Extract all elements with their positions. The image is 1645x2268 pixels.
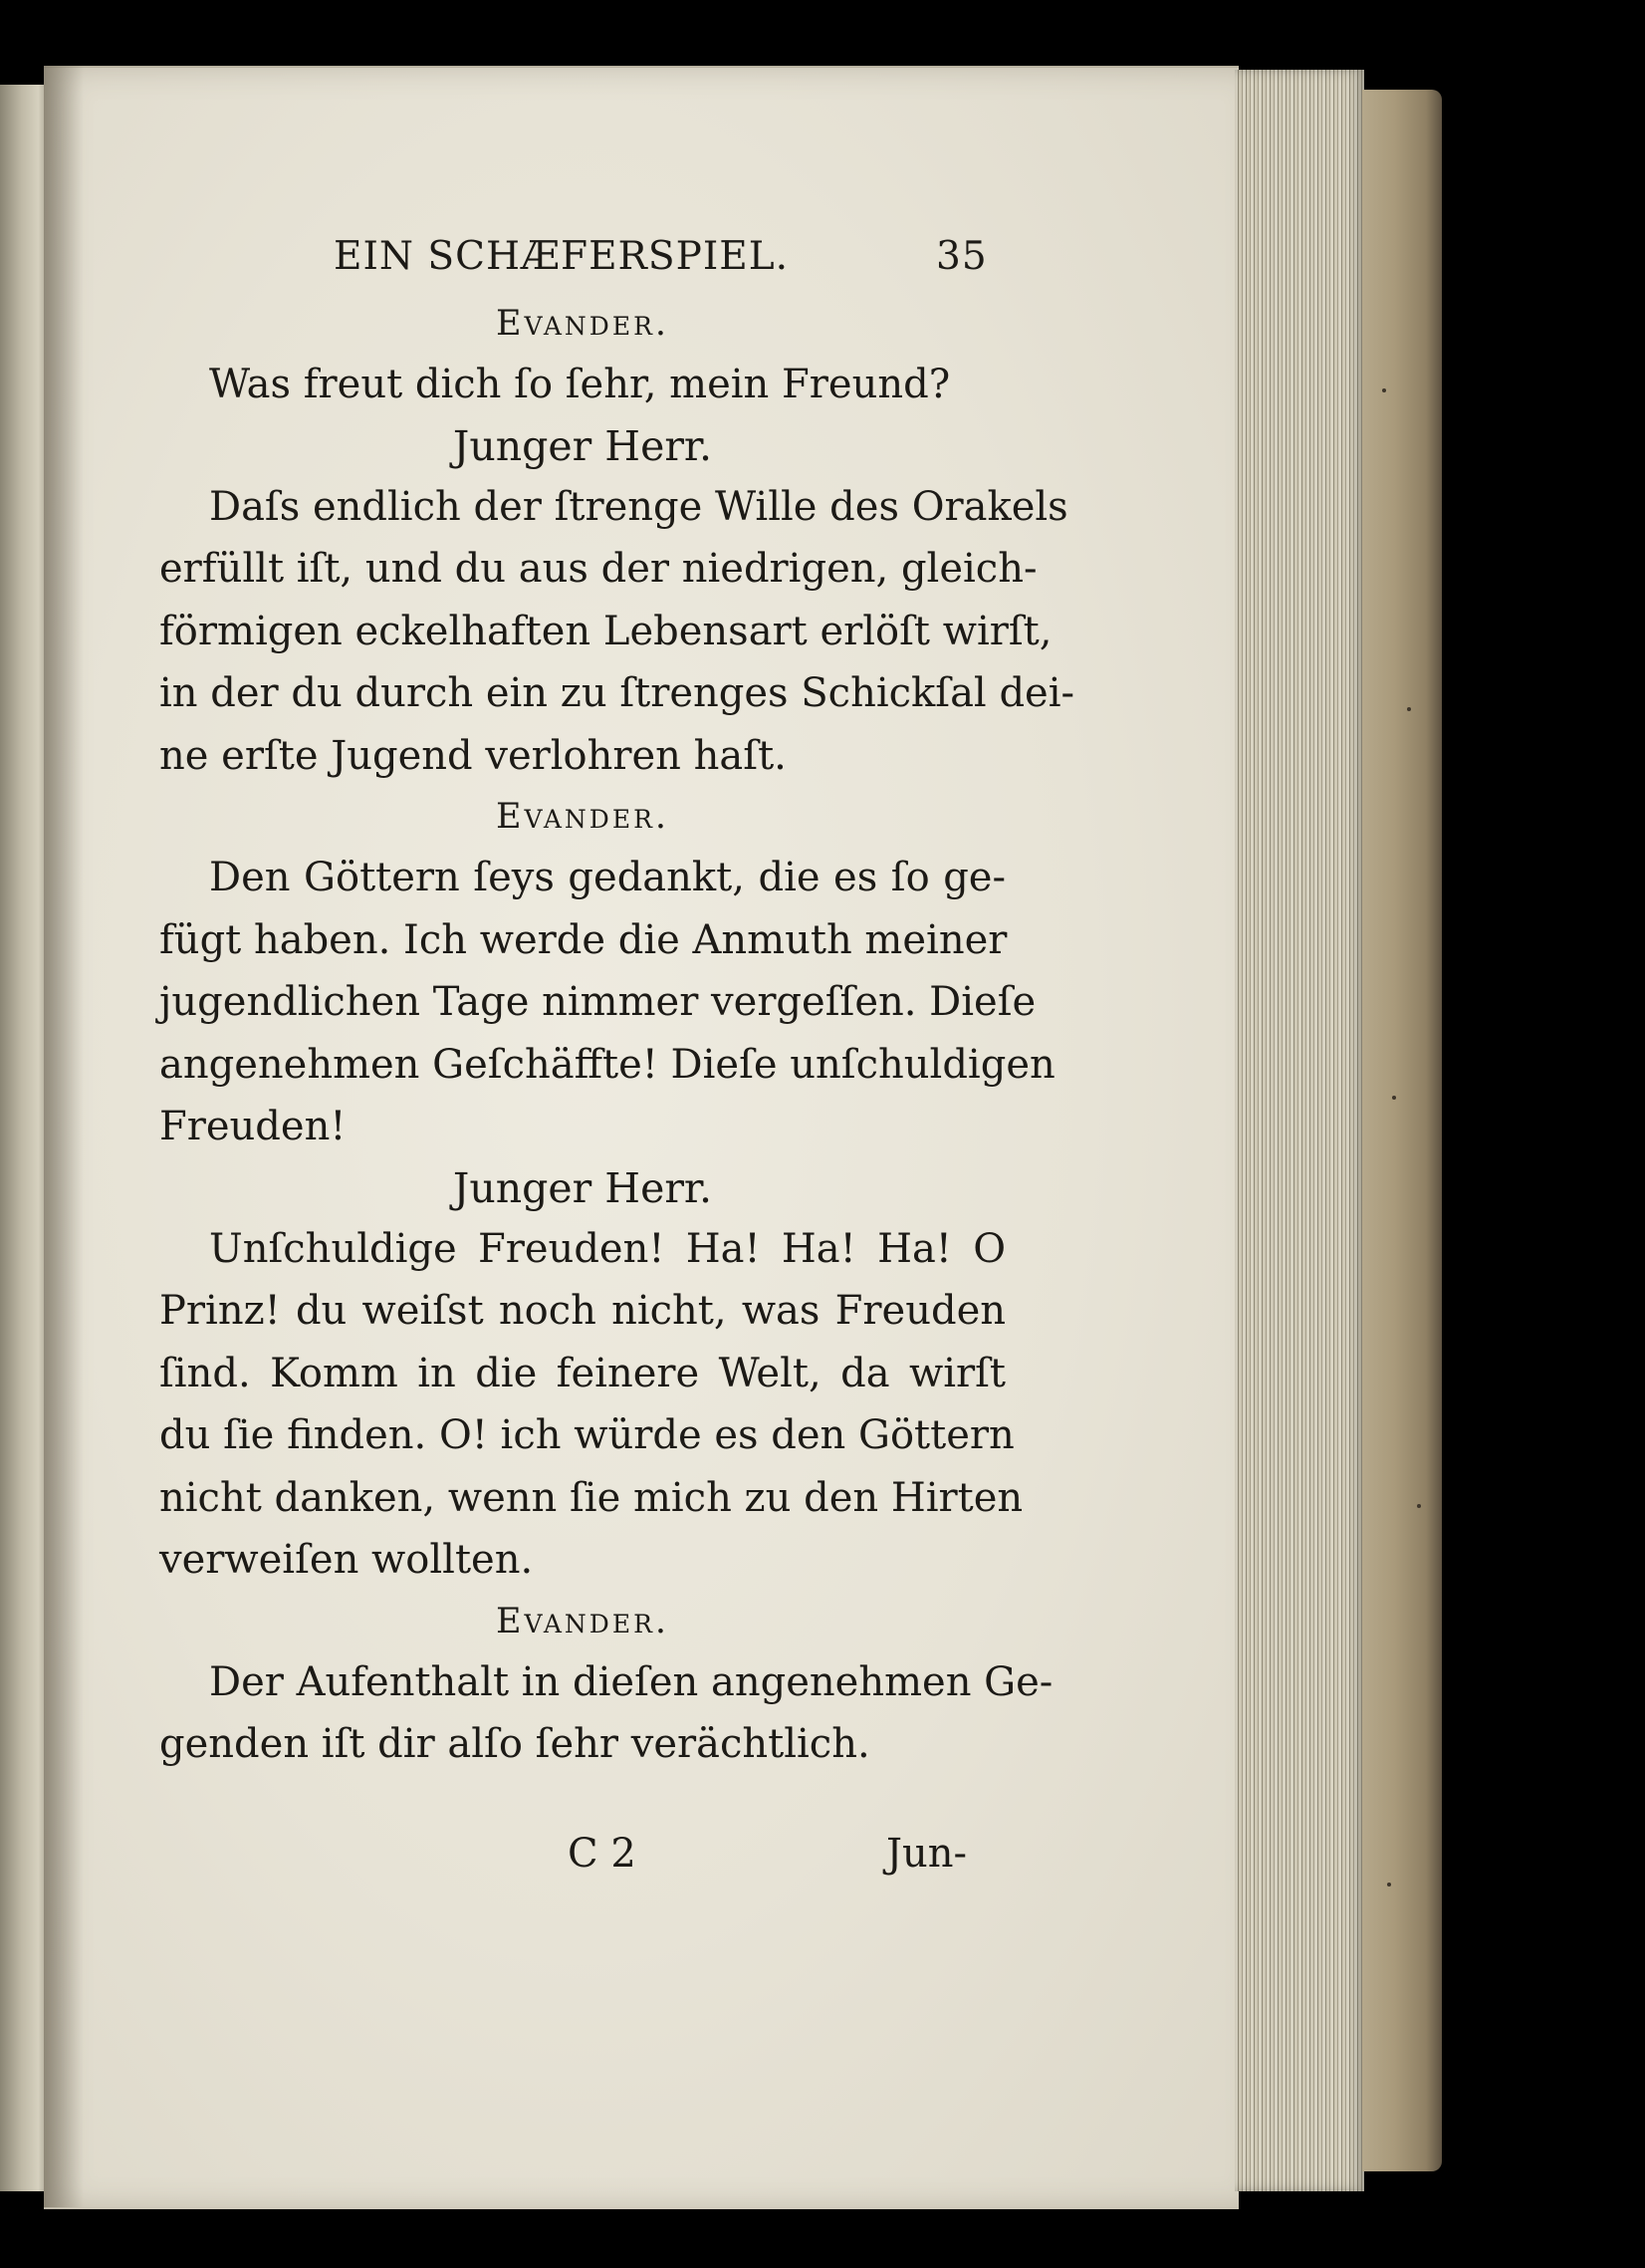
text-line: Freuden! — [159, 1104, 347, 1149]
text-line: nicht danken, wenn ſie mich zu den Hirten — [159, 1474, 1024, 1521]
text-line: Was freut dich ſo ſehr, mein Freund? — [209, 362, 951, 407]
text-line: förmigen eckelhaften Lebensart erlöſt wirſt, — [159, 608, 1053, 654]
page-header — [159, 224, 1006, 294]
speaker-name: Evander. — [495, 797, 670, 837]
cover-speck — [1407, 707, 1411, 711]
text-line: ſind. Komm in die feinere Welt, da wirſt — [159, 1350, 1006, 1396]
speech — [159, 354, 1006, 416]
text-line: Der Aufenthalt in dieſen angenehmen Ge- — [209, 1658, 1054, 1705]
signature-mark: C 2 — [568, 1830, 636, 1877]
page-footer — [159, 1831, 1006, 1910]
catchword: Jun- — [886, 1830, 968, 1877]
speech — [159, 847, 1056, 1158]
speech — [159, 1651, 1054, 1776]
text-line: in der du durch ein zu ſtrenges Schickſal dei- — [159, 670, 1075, 716]
cover-speck — [1387, 1883, 1391, 1887]
speaker-name: Junger Herr. — [452, 421, 713, 470]
text-line: du ſie finden. O! ich würde es den Göttern — [159, 1412, 1015, 1458]
text-line: Den Göttern ſeys gedankt, die es ſo ge- — [209, 855, 1006, 900]
text-line: verweiſen wollten. — [159, 1537, 534, 1583]
speech — [159, 1218, 1024, 1592]
cover-speck — [1392, 1096, 1396, 1100]
text-line: angenehmen Geſchäffte! Dieſe unſchuldigen — [159, 1041, 1056, 1088]
text-line: jugendlichen Tage nimmer vergeſſen. Dieſe — [159, 979, 1037, 1025]
text-line: erfüllt iſt, und du aus der niedrigen, gleich- — [159, 546, 1038, 592]
text-line: fügt haben. Ich werde die Anmuth meiner — [159, 916, 1008, 963]
cover-speck — [1417, 1504, 1421, 1508]
text-line: ne erſte Jugend verlohren haſt. — [159, 732, 787, 779]
page-edges — [1235, 70, 1364, 2191]
running-title: EIN SCHÆFERSPIEL. — [334, 234, 790, 279]
page-number: 35 — [936, 234, 988, 279]
page-text — [159, 224, 1075, 1910]
left-facing-page — [0, 85, 48, 2191]
speaker-name: Evander. — [495, 1601, 670, 1641]
text-line: genden iſt dir alſo ſehr verächtlich. — [159, 1721, 870, 1767]
gutter-shadow — [44, 66, 84, 2207]
speech — [159, 476, 1075, 788]
cover-speck — [1382, 388, 1386, 392]
text-line: Unſchuldige Freuden! Ha! Ha! Ha! O — [209, 1225, 1006, 1272]
speaker-name: Junger Herr. — [452, 1163, 713, 1212]
speaker-name: Evander. — [495, 304, 670, 344]
book-cover-edge — [1362, 90, 1442, 2171]
text-line: Prinz! du weiſst noch nicht, was Freuden — [159, 1288, 1006, 1334]
text-line: Daſs endlich der ſtrenge Wille des Orakels — [209, 483, 1068, 530]
